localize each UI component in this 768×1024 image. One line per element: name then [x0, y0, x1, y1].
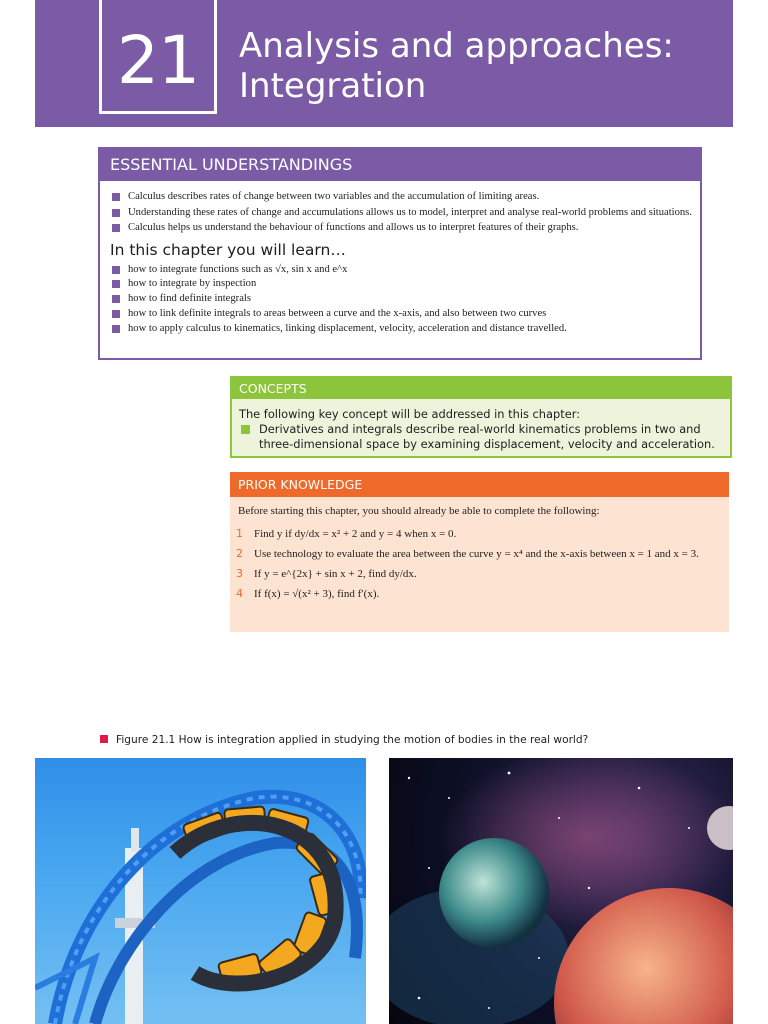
- question-number: 4: [236, 587, 243, 600]
- list-item-text: how to apply calculus to kinematics, linking displacement, velocity, acceleration and distance travelled.: [128, 323, 567, 335]
- question-text: Use technology to evaluate the area between the curve y = x⁴ and the x-axis between x = 1 and x = 3.: [254, 548, 699, 560]
- figure-caption: [100, 734, 588, 746]
- list-item: [100, 322, 700, 337]
- bullet-square-icon: [112, 209, 120, 217]
- chapter-title: [239, 26, 709, 106]
- space-planets-photo: [389, 758, 733, 1024]
- prior-knowledge-list: [230, 521, 729, 601]
- bullet-square-icon: [112, 310, 120, 318]
- concepts-item: [232, 422, 730, 452]
- list-item: [100, 292, 700, 307]
- essential-understandings-box: [98, 147, 702, 360]
- bullet-square-icon: [112, 325, 120, 333]
- question-text: Find y if dy/dx = x² + 2 and y = 4 when x = 0.: [254, 528, 457, 540]
- essential-understandings-heading: ESSENTIAL UNDERSTANDINGS: [100, 149, 700, 181]
- list-item: [100, 277, 700, 292]
- question-text: If y = e^{2x} + sin x + 2, find dy/dx.: [254, 568, 417, 580]
- prior-knowledge-heading: PRIOR KNOWLEDGE: [230, 472, 729, 497]
- question-text: If f(x) = √(x² + 3), find f′(x).: [254, 588, 380, 600]
- roller-coaster-illustration: [35, 758, 366, 1024]
- list-item: [100, 190, 700, 205]
- list-item-text: how to link definite integrals to areas between a curve and the x-axis, and also between two curves: [128, 308, 547, 320]
- prior-knowledge-box: [230, 472, 729, 632]
- chapter-header: [35, 0, 733, 127]
- question-item: [230, 521, 729, 547]
- question-number: 3: [236, 567, 243, 580]
- question-number: 2: [236, 547, 243, 560]
- list-item: [100, 263, 700, 278]
- list-item-text: how to integrate functions such as √x, sin x and e^x: [128, 263, 348, 275]
- question-item: [230, 561, 729, 587]
- concepts-item-text: Derivatives and integrals describe real-world kinematics problems in two and three-dimensional space by examining displacement, velocity and acceleration.: [259, 422, 715, 451]
- list-item-text: how to integrate by inspection: [128, 278, 257, 290]
- list-item: [100, 307, 700, 322]
- space-illustration: [389, 758, 733, 1024]
- bullet-square-icon: [112, 280, 120, 288]
- bullet-square-icon: [112, 295, 120, 303]
- bullet-square-icon: [112, 224, 120, 232]
- prior-knowledge-intro: Before starting this chapter, you should already be able to complete the following:: [238, 505, 600, 517]
- bullet-square-icon: [112, 193, 120, 201]
- learn-list: [100, 263, 700, 337]
- learn-heading: In this chapter you will learn…: [110, 240, 346, 259]
- chapter-title-line1: Analysis and approaches:: [239, 26, 674, 66]
- bullet-square-icon: [112, 266, 120, 274]
- question-number: 1: [236, 527, 243, 540]
- figure-caption-text: Figure 21.1 How is integration applied in studying the motion of bodies in the real world?: [116, 734, 589, 746]
- question-item: [230, 547, 729, 561]
- chapter-title-line2: Integration: [239, 66, 427, 106]
- list-item: [100, 221, 700, 236]
- list-item: [100, 206, 700, 221]
- essential-understandings-list: [100, 190, 700, 236]
- bullet-square-icon: [241, 425, 250, 434]
- concepts-heading: CONCEPTS: [232, 378, 730, 399]
- list-item-text: Calculus describes rates of change between two variables and the accumulation of limiting areas.: [128, 191, 540, 202]
- list-item-text: how to find definite integrals: [128, 293, 251, 305]
- roller-coaster-photo: [35, 758, 366, 1024]
- list-item-text: Calculus helps us understand the behaviour of functions and allows us to interpret features of their graphs.: [128, 222, 579, 233]
- concepts-intro: The following key concept will be addressed in this chapter:: [239, 407, 581, 421]
- question-item: [230, 587, 729, 601]
- chapter-number: 21: [117, 22, 199, 99]
- list-item-text: Understanding these rates of change and accumulations allows us to model, interpret and analyse real-world problems and situations.: [128, 206, 692, 218]
- concepts-box: [230, 376, 732, 458]
- chapter-number-box: [99, 0, 217, 114]
- caption-square-icon: [100, 735, 108, 743]
